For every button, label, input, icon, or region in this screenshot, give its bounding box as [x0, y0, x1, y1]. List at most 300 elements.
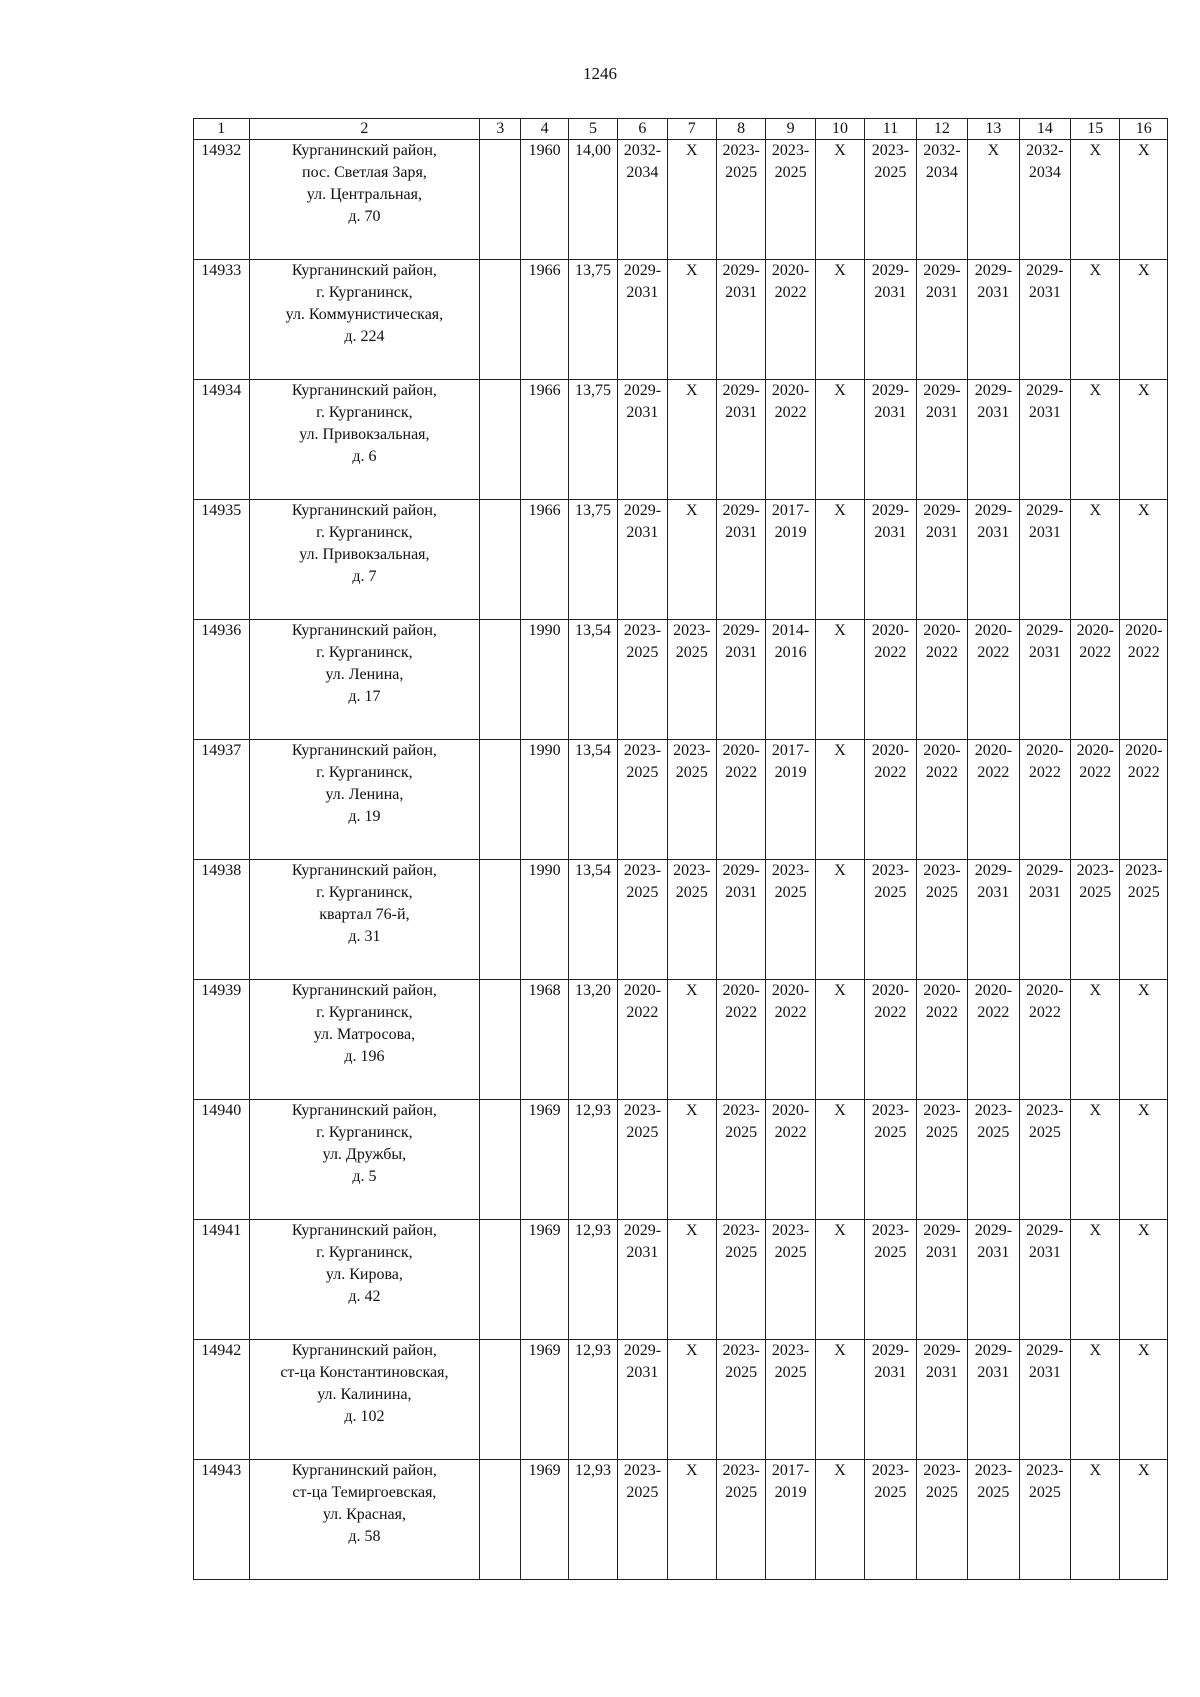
- cell-line: X: [685, 142, 698, 159]
- period-cell-7: [667, 860, 716, 980]
- cell-line: 2031: [725, 524, 758, 541]
- address-cell: [249, 1340, 480, 1460]
- period-cell-14: [1019, 740, 1070, 860]
- cell-line: г. Курганинск,: [316, 764, 413, 781]
- record-id: 14936: [194, 620, 250, 740]
- address-cell: [249, 980, 480, 1100]
- period-cell-15: [1071, 1220, 1120, 1340]
- period-cell-10: [815, 1460, 864, 1580]
- cell-line: 2022: [774, 284, 807, 301]
- address-cell: [249, 860, 480, 980]
- year-cell: 1966: [521, 380, 568, 500]
- cell-line: 2022: [774, 404, 807, 421]
- period-cell-10: [815, 260, 864, 380]
- column-header-8: 8: [716, 119, 765, 140]
- address-cell: [249, 380, 480, 500]
- cell-line: 2022: [774, 1124, 807, 1141]
- period-cell-14: [1019, 1220, 1070, 1340]
- cell-line: X: [685, 502, 698, 519]
- period-cell-7: [667, 740, 716, 860]
- cell-line: д. 42: [348, 1288, 381, 1305]
- cell-line: 2020-: [871, 742, 910, 759]
- period-cell-16: [1120, 1460, 1168, 1580]
- cell-line: 2023-: [771, 142, 810, 159]
- record-id: 14941: [194, 1220, 250, 1340]
- cell-line: 2025: [626, 884, 659, 901]
- cell-line: X: [685, 1102, 698, 1119]
- cell-line: г. Курганинск,: [316, 1004, 413, 1021]
- period-cell-12: [916, 1340, 967, 1460]
- period-cell-6: [618, 500, 667, 620]
- cell-line: 2031: [1028, 1364, 1061, 1381]
- cell-line: 2031: [977, 1364, 1010, 1381]
- cell-line: 2025: [874, 1484, 907, 1501]
- year-cell: 1969: [521, 1220, 568, 1340]
- record-id: 14942: [194, 1340, 250, 1460]
- address-cell: [249, 1460, 480, 1580]
- cell-line: 2029-: [923, 502, 961, 519]
- cell-line: Курганинский район,: [291, 142, 437, 159]
- year-cell: 1969: [521, 1100, 568, 1220]
- period-cell-7: [667, 980, 716, 1100]
- period-cell-13: [968, 1220, 1019, 1340]
- cell-line: 2022: [1079, 644, 1112, 661]
- cell-line: 2025: [725, 1244, 758, 1261]
- cell-line: X: [685, 1462, 698, 1479]
- cell-line: 2025: [725, 1484, 758, 1501]
- cell-line: ул. Ленина,: [325, 666, 404, 683]
- column-3-cell: [480, 260, 521, 380]
- cell-line: 2034: [925, 164, 958, 181]
- cell-line: 2031: [626, 284, 659, 301]
- record-id: 14939: [194, 980, 250, 1100]
- cell-line: X: [1089, 1462, 1102, 1479]
- cell-line: 2031: [1028, 524, 1061, 541]
- cell-line: 2029-: [923, 1222, 961, 1239]
- cell-line: 2016: [774, 644, 807, 661]
- cell-line: 2031: [874, 284, 907, 301]
- cell-line: Курганинский район,: [291, 1102, 437, 1119]
- cell-line: 2031: [626, 1244, 659, 1261]
- cell-line: ул. Красная,: [322, 1506, 406, 1523]
- cell-line: 2023-: [722, 1462, 760, 1479]
- period-cell-6: [618, 1220, 667, 1340]
- cell-line: 2029-: [1026, 502, 1064, 519]
- cell-line: 2029-: [623, 382, 662, 399]
- cell-line: д. 58: [348, 1528, 381, 1545]
- period-cell-6: [618, 740, 667, 860]
- period-cell-8: [716, 860, 765, 980]
- cell-line: 2029-: [923, 382, 961, 399]
- rate-cell: 14,00: [568, 140, 617, 260]
- record-id: 14932: [194, 140, 250, 260]
- period-cell-11: [865, 380, 916, 500]
- period-cell-8: [716, 740, 765, 860]
- cell-line: 2031: [977, 884, 1010, 901]
- cell-line: 2020-: [871, 982, 910, 999]
- period-cell-6: [618, 380, 667, 500]
- cell-line: 2031: [725, 644, 758, 661]
- cell-line: 2031: [725, 284, 758, 301]
- period-cell-15: [1071, 380, 1120, 500]
- column-header-4: 4: [521, 119, 568, 140]
- period-cell-14: [1019, 260, 1070, 380]
- cell-line: X: [987, 142, 1000, 159]
- address-cell: [249, 740, 480, 860]
- cell-line: 2020-: [771, 1102, 810, 1119]
- cell-line: 2020-: [1076, 742, 1114, 759]
- record-id: 14935: [194, 500, 250, 620]
- housing-register-table: [193, 118, 1168, 1580]
- cell-line: 2017-: [771, 1462, 810, 1479]
- period-cell-12: [916, 1100, 967, 1220]
- period-cell-11: [865, 860, 916, 980]
- cell-line: X: [685, 1222, 698, 1239]
- cell-line: 2025: [725, 1124, 758, 1141]
- cell-line: 2023-: [1026, 1462, 1064, 1479]
- cell-line: 2023-: [673, 862, 711, 879]
- cell-line: 2029-: [1026, 622, 1064, 639]
- cell-line: 2029-: [623, 1342, 662, 1359]
- cell-line: X: [1137, 382, 1150, 399]
- period-cell-6: [618, 1100, 667, 1220]
- cell-line: 2031: [925, 524, 958, 541]
- period-cell-8: [716, 500, 765, 620]
- cell-line: 2022: [925, 1004, 958, 1021]
- year-cell: 1969: [521, 1340, 568, 1460]
- cell-line: X: [1137, 1222, 1150, 1239]
- cell-line: 2022: [1028, 764, 1061, 781]
- cell-line: 2025: [626, 1124, 659, 1141]
- cell-line: 2031: [925, 1364, 958, 1381]
- cell-line: 2025: [626, 644, 659, 661]
- period-cell-13: [968, 140, 1019, 260]
- cell-line: 2023-: [673, 622, 711, 639]
- table-row: [194, 620, 1168, 740]
- column-header-2: 2: [249, 119, 480, 140]
- record-id: 14940: [194, 1100, 250, 1220]
- cell-line: 2025: [925, 1484, 958, 1501]
- column-3-cell: [480, 620, 521, 740]
- cell-line: X: [1089, 142, 1102, 159]
- cell-line: 2020-: [771, 982, 810, 999]
- period-cell-15: [1071, 1340, 1120, 1460]
- rate-cell: 13,75: [568, 380, 617, 500]
- period-cell-16: [1120, 980, 1168, 1100]
- cell-line: 2031: [1028, 404, 1061, 421]
- column-header-10: 10: [815, 119, 864, 140]
- year-cell: 1960: [521, 140, 568, 260]
- cell-line: 2025: [874, 1124, 907, 1141]
- rate-cell: 12,93: [568, 1340, 617, 1460]
- column-3-cell: [480, 140, 521, 260]
- cell-line: 2020-: [771, 262, 810, 279]
- period-cell-8: [716, 1340, 765, 1460]
- cell-line: г. Курганинск,: [316, 404, 413, 421]
- period-cell-8: [716, 140, 765, 260]
- cell-line: 2031: [977, 284, 1010, 301]
- period-cell-14: [1019, 140, 1070, 260]
- period-cell-7: [667, 500, 716, 620]
- period-cell-9: [766, 500, 815, 620]
- cell-line: 2023-: [923, 862, 961, 879]
- cell-line: 2029-: [923, 1342, 961, 1359]
- cell-line: 2020-: [871, 622, 910, 639]
- cell-line: 2025: [774, 164, 807, 181]
- cell-line: X: [685, 382, 698, 399]
- cell-line: 2023-: [871, 1462, 910, 1479]
- period-cell-15: [1071, 980, 1120, 1100]
- cell-line: г. Курганинск,: [316, 1244, 413, 1261]
- cell-line: 2022: [977, 1004, 1010, 1021]
- cell-line: 2023-: [722, 1342, 760, 1359]
- cell-line: 2031: [925, 284, 958, 301]
- period-cell-16: [1120, 620, 1168, 740]
- cell-line: Курганинский район,: [291, 262, 437, 279]
- period-cell-6: [618, 620, 667, 740]
- cell-line: 2023-: [771, 1342, 810, 1359]
- cell-line: 2023-: [722, 1222, 760, 1239]
- cell-line: 2023-: [871, 142, 910, 159]
- period-cell-16: [1120, 500, 1168, 620]
- cell-line: 2025: [725, 1364, 758, 1381]
- column-3-cell: [480, 1340, 521, 1460]
- period-cell-15: [1071, 740, 1120, 860]
- cell-line: 2031: [874, 1364, 907, 1381]
- cell-line: X: [685, 262, 698, 279]
- period-cell-9: [766, 140, 815, 260]
- period-cell-11: [865, 1100, 916, 1220]
- year-cell: 1990: [521, 620, 568, 740]
- cell-line: 2031: [1028, 644, 1061, 661]
- cell-line: 2032-: [923, 142, 961, 159]
- page-number: 1246: [583, 64, 617, 83]
- cell-line: 2025: [1079, 884, 1112, 901]
- period-cell-9: [766, 1220, 815, 1340]
- column-3-cell: [480, 500, 521, 620]
- rate-cell: 12,93: [568, 1460, 617, 1580]
- cell-line: 2020-: [923, 742, 961, 759]
- period-cell-12: [916, 380, 967, 500]
- cell-line: 2029-: [974, 862, 1013, 879]
- cell-line: д. 7: [352, 568, 377, 585]
- cell-line: 2025: [774, 884, 807, 901]
- cell-line: 2025: [774, 1364, 807, 1381]
- cell-line: ст-ца Константиновская,: [280, 1364, 449, 1381]
- cell-line: X: [1137, 142, 1150, 159]
- cell-line: 2025: [977, 1484, 1010, 1501]
- period-cell-13: [968, 260, 1019, 380]
- cell-line: 2029-: [974, 382, 1013, 399]
- cell-line: 2025: [1028, 1484, 1061, 1501]
- period-cell-12: [916, 860, 967, 980]
- record-id: 14943: [194, 1460, 250, 1580]
- period-cell-6: [618, 140, 667, 260]
- cell-line: 2031: [874, 404, 907, 421]
- address-cell: [249, 1220, 480, 1340]
- cell-line: 2025: [675, 764, 708, 781]
- cell-line: ул. Привокзальная,: [299, 426, 430, 443]
- cell-line: 2022: [874, 764, 907, 781]
- cell-line: 2023-: [974, 1462, 1013, 1479]
- cell-line: X: [834, 622, 846, 639]
- cell-line: X: [685, 982, 698, 999]
- cell-line: г. Курганинск,: [316, 1124, 413, 1141]
- period-cell-6: [618, 1460, 667, 1580]
- cell-line: 2029-: [722, 262, 760, 279]
- address-cell: [249, 1100, 480, 1220]
- cell-line: 2020-: [722, 742, 760, 759]
- cell-line: 2025: [874, 884, 907, 901]
- cell-line: 2029-: [871, 502, 910, 519]
- cell-line: Курганинский район,: [291, 622, 437, 639]
- cell-line: 2032-: [1026, 142, 1064, 159]
- period-cell-9: [766, 860, 815, 980]
- period-cell-11: [865, 1220, 916, 1340]
- cell-line: 2022: [1127, 644, 1160, 661]
- cell-line: Курганинский район,: [291, 742, 437, 759]
- cell-line: 2017-: [771, 502, 810, 519]
- cell-line: Курганинский район,: [291, 982, 437, 999]
- period-cell-6: [618, 980, 667, 1100]
- cell-line: X: [834, 142, 846, 159]
- column-header-6: 6: [618, 119, 667, 140]
- cell-line: 2031: [1028, 284, 1061, 301]
- cell-line: 2029-: [974, 1342, 1013, 1359]
- cell-line: X: [834, 1102, 846, 1119]
- column-header-3: 3: [480, 119, 521, 140]
- period-cell-13: [968, 980, 1019, 1100]
- period-cell-7: [667, 1340, 716, 1460]
- year-cell: 1990: [521, 860, 568, 980]
- period-cell-14: [1019, 1100, 1070, 1220]
- period-cell-15: [1071, 1100, 1120, 1220]
- period-cell-10: [815, 860, 864, 980]
- column-3-cell: [480, 740, 521, 860]
- cell-line: 2020-: [1125, 622, 1163, 639]
- cell-line: 2023-: [871, 1222, 910, 1239]
- cell-line: 2031: [725, 884, 758, 901]
- cell-line: 2034: [626, 164, 659, 181]
- period-cell-14: [1019, 860, 1070, 980]
- cell-line: 2023-: [673, 742, 711, 759]
- rate-cell: 13,75: [568, 260, 617, 380]
- cell-line: 2029-: [1026, 862, 1064, 879]
- period-cell-14: [1019, 620, 1070, 740]
- period-cell-12: [916, 980, 967, 1100]
- period-cell-7: [667, 140, 716, 260]
- cell-line: д. 19: [348, 808, 381, 825]
- cell-line: 2029-: [871, 262, 910, 279]
- table-row: [194, 1100, 1168, 1220]
- column-header-5: 5: [568, 119, 617, 140]
- table-row: [194, 500, 1168, 620]
- period-cell-15: [1071, 620, 1120, 740]
- cell-line: X: [1137, 1462, 1150, 1479]
- period-cell-6: [618, 260, 667, 380]
- period-cell-12: [916, 740, 967, 860]
- cell-line: 2029-: [1026, 1342, 1064, 1359]
- record-id: 14934: [194, 380, 250, 500]
- period-cell-11: [865, 740, 916, 860]
- cell-line: 2023-: [623, 622, 662, 639]
- cell-line: 2022: [774, 1004, 807, 1021]
- column-3-cell: [480, 1100, 521, 1220]
- period-cell-11: [865, 980, 916, 1100]
- cell-line: 2029-: [623, 1222, 662, 1239]
- cell-line: 2022: [925, 764, 958, 781]
- cell-line: г. Курганинск,: [316, 884, 413, 901]
- cell-line: д. 102: [344, 1408, 385, 1425]
- column-number-header-row: [194, 119, 1168, 140]
- cell-line: Курганинский район,: [291, 382, 437, 399]
- period-cell-12: [916, 260, 967, 380]
- table-row: [194, 140, 1168, 260]
- period-cell-15: [1071, 260, 1120, 380]
- cell-line: 2031: [925, 404, 958, 421]
- cell-line: 2031: [626, 524, 659, 541]
- cell-line: 2023-: [623, 742, 662, 759]
- cell-line: 2025: [1127, 884, 1160, 901]
- column-3-cell: [480, 1460, 521, 1580]
- table-row: [194, 740, 1168, 860]
- rate-cell: 13,54: [568, 860, 617, 980]
- year-cell: 1969: [521, 1460, 568, 1580]
- cell-line: 2022: [626, 1004, 659, 1021]
- column-header-9: 9: [766, 119, 815, 140]
- period-cell-16: [1120, 740, 1168, 860]
- cell-line: 2031: [874, 524, 907, 541]
- column-3-cell: [480, 380, 521, 500]
- cell-line: 2022: [1028, 1004, 1061, 1021]
- cell-line: 2025: [725, 164, 758, 181]
- record-id: 14938: [194, 860, 250, 980]
- cell-line: 2025: [874, 164, 907, 181]
- period-cell-8: [716, 1460, 765, 1580]
- cell-line: квартал 76-й,: [319, 906, 410, 923]
- cell-line: ул. Привокзальная,: [299, 546, 430, 563]
- period-cell-9: [766, 1460, 815, 1580]
- cell-line: 2029-: [1026, 382, 1064, 399]
- cell-line: 2029-: [974, 262, 1013, 279]
- address-cell: [249, 260, 480, 380]
- period-cell-10: [815, 1340, 864, 1460]
- cell-line: 2022: [725, 764, 758, 781]
- cell-line: X: [834, 502, 846, 519]
- period-cell-9: [766, 1340, 815, 1460]
- period-cell-13: [968, 380, 1019, 500]
- cell-line: д. 196: [344, 1048, 385, 1065]
- cell-line: 2022: [1127, 764, 1160, 781]
- cell-line: Курганинский район,: [291, 502, 437, 519]
- cell-line: X: [1089, 502, 1102, 519]
- cell-line: 2029-: [722, 502, 760, 519]
- period-cell-9: [766, 980, 815, 1100]
- cell-line: Курганинский район,: [291, 1462, 437, 1479]
- cell-line: 2023-: [871, 1102, 910, 1119]
- table-row: [194, 980, 1168, 1100]
- period-cell-13: [968, 1340, 1019, 1460]
- period-cell-14: [1019, 380, 1070, 500]
- cell-line: 2022: [977, 644, 1010, 661]
- cell-line: 2023-: [923, 1102, 961, 1119]
- period-cell-14: [1019, 1340, 1070, 1460]
- cell-line: 2022: [1079, 764, 1112, 781]
- cell-line: 2023-: [623, 862, 662, 879]
- cell-line: 2029-: [974, 502, 1013, 519]
- cell-line: X: [834, 1342, 846, 1359]
- cell-line: 2023-: [974, 1102, 1013, 1119]
